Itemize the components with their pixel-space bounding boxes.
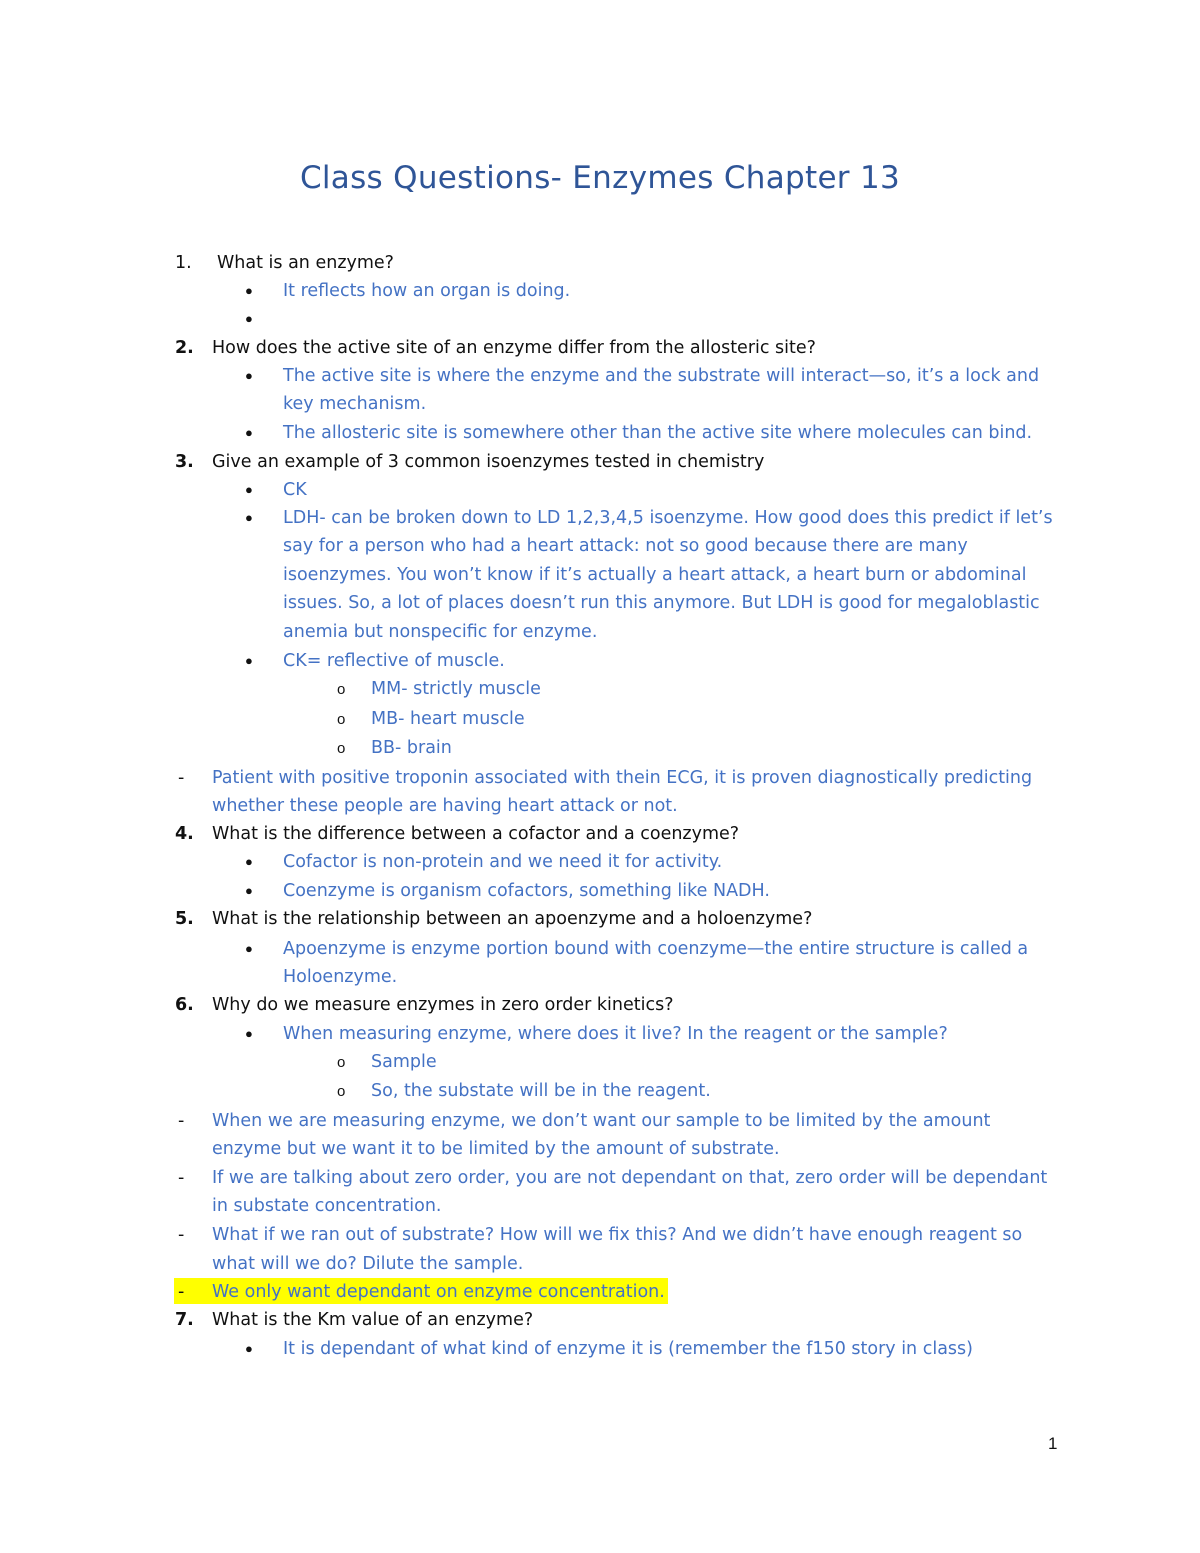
sub-bullet-icon: o (337, 1054, 346, 1071)
answer-text: Apoenzyme is enzyme portion bound with coenzyme—the entire structure is called a (283, 939, 1029, 959)
note-text: in substate concentration. (212, 1196, 442, 1216)
answer-text: CK= reflective of muscle. (283, 651, 505, 671)
dash-marker: - (178, 768, 185, 788)
bullet-icon: ● (245, 368, 253, 383)
note-text: what will we do? Dilute the sample. (212, 1254, 524, 1274)
answer-text: LDH- can be broken down to LD 1,2,3,4,5 isoenzyme. How good does this predict if let’s (283, 508, 1053, 528)
question-number: 1. (175, 253, 192, 273)
sub-answer-text: MB- heart muscle (371, 709, 525, 729)
sub-bullet-icon: o (337, 740, 346, 757)
dash-marker: - (178, 1282, 185, 1302)
answer-text: The active site is where the enzyme and the substrate will interact—so, it’s a lock and (283, 366, 1040, 386)
answer-text: key mechanism. (283, 394, 427, 414)
dash-marker: - (178, 1225, 185, 1245)
question-text: Why do we measure enzymes in zero order kinetics? (212, 995, 674, 1015)
question-text: How does the active site of an enzyme differ from the allosteric site? (212, 338, 816, 358)
sub-answer-text: Sample (371, 1052, 437, 1072)
bullet-icon: ● (245, 1026, 253, 1041)
answer-text: It reflects how an organ is doing. (283, 281, 571, 301)
note-text: When we are measuring enzyme, we don’t want our sample to be limited by the amount (212, 1111, 991, 1131)
answer-text: It is dependant of what kind of enzyme it is (remember the f150 story in class) (283, 1339, 973, 1359)
sub-answer-text: So, the substate will be in the reagent. (371, 1081, 711, 1101)
answer-text: Holoenzyme. (283, 967, 398, 987)
question-number: 6. (175, 995, 194, 1015)
bullet-icon: ● (245, 854, 253, 869)
bullet-icon: ● (245, 482, 253, 497)
sub-bullet-icon: o (337, 681, 346, 698)
page-number: 1 (1048, 1434, 1058, 1453)
bullet-icon: ● (245, 283, 253, 298)
note-text: If we are talking about zero order, you are not dependant on that, zero order will be dependant (212, 1168, 1048, 1188)
note-text: whether these people are having heart attack or not. (212, 796, 678, 816)
question-text: What is the difference between a cofactor and a coenzyme? (212, 824, 740, 844)
dash-marker: - (178, 1111, 185, 1131)
bullet-icon: ● (245, 883, 253, 898)
answer-text: issues. So, a lot of places doesn’t run this anymore. But LDH is good for megaloblastic (283, 593, 1040, 613)
bullet-icon: ● (245, 941, 253, 956)
question-text: Give an example of 3 common isoenzymes tested in chemistry (212, 452, 765, 472)
bullet-icon: ● (245, 510, 253, 525)
answer-text: say for a person who had a heart attack: not so good because there are many (283, 536, 968, 556)
question-number: 2. (175, 338, 194, 358)
sub-answer-text: MM- strictly muscle (371, 679, 541, 699)
question-number: 4. (175, 824, 194, 844)
question-text: What is the relationship between an apoenzyme and a holoenzyme? (212, 909, 813, 929)
sub-bullet-icon: o (337, 711, 346, 728)
bullet-icon: ● (245, 1341, 253, 1356)
dash-marker: - (178, 1168, 185, 1188)
bullet-icon: ● (245, 311, 253, 326)
question-number: 3. (175, 452, 194, 472)
answer-text: When measuring enzyme, where does it live? In the reagent or the sample? (283, 1024, 948, 1044)
question-text: What is an enzyme? (217, 253, 394, 273)
document-title: Class Questions- Enzymes Chapter 13 (299, 160, 901, 196)
answer-text: Coenzyme is organism cofactors, something like NADH. (283, 881, 770, 901)
sub-answer-text: BB- brain (371, 738, 452, 758)
answer-text: Cofactor is non-protein and we need it for activity. (283, 852, 723, 872)
question-number: 7. (175, 1310, 194, 1330)
answer-text: isoenzymes. You won’t know if it’s actually a heart attack, a heart burn or abdominal (283, 565, 1027, 585)
question-text: What is the Km value of an enzyme? (212, 1310, 534, 1330)
highlighted-note-text: We only want dependant on enzyme concentration. (212, 1282, 665, 1302)
note-text: What if we ran out of substrate? How will we fix this? And we didn’t have enough reagent so (212, 1225, 1023, 1245)
question-number: 5. (175, 909, 194, 929)
answer-text: The allosteric site is somewhere other than the active site where molecules can bind. (283, 423, 1033, 443)
answer-text: CK (283, 480, 307, 500)
note-text: Patient with positive troponin associated with thein ECG, it is proven diagnostically predicting (212, 768, 1033, 788)
sub-bullet-icon: o (337, 1083, 346, 1100)
answer-text: anemia but nonspecific for enzyme. (283, 622, 598, 642)
note-text: enzyme but we want it to be limited by the amount of substrate. (212, 1139, 780, 1159)
bullet-icon: ● (245, 425, 253, 440)
bullet-icon: ● (245, 653, 253, 668)
